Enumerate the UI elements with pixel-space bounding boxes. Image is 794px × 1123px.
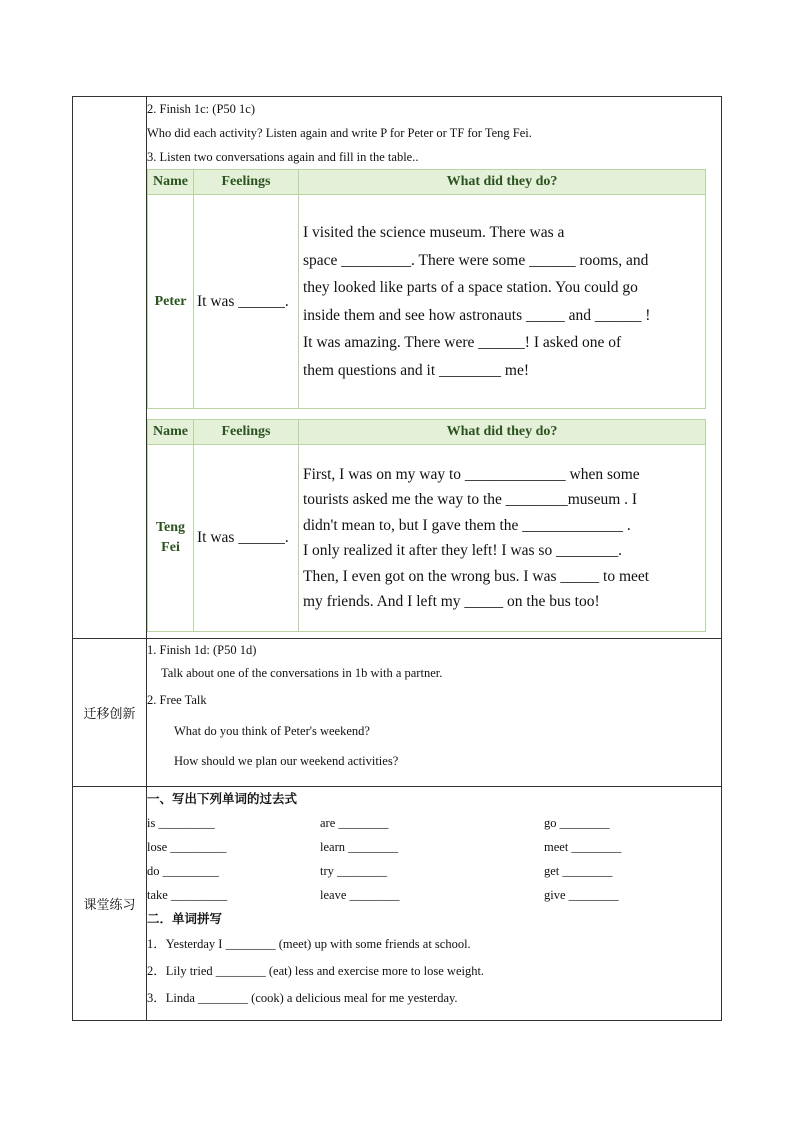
word-item: give ________ — [544, 888, 619, 902]
word-item: do _________ — [147, 864, 219, 878]
text-line: they looked like parts of a space station. You could go — [303, 279, 638, 296]
name-tengfei — [148, 445, 194, 632]
what-peter — [299, 195, 706, 409]
word-item: go ________ — [544, 816, 610, 830]
name-line: Teng — [155, 520, 186, 535]
header-what: What did they do? — [299, 170, 706, 195]
question-plan: How should we plan our weekend activities? — [174, 754, 399, 768]
what-tengfei — [299, 445, 706, 632]
word-item: try ________ — [320, 864, 388, 878]
word-item: learn ________ — [320, 840, 399, 854]
name-peter: Peter — [148, 195, 194, 409]
text-line: didn't mean to, but I gave them the _____________ . — [303, 516, 631, 534]
row-listening — [73, 97, 722, 639]
word-item: get ________ — [544, 864, 613, 878]
row-label-practice: 课堂练习 — [73, 787, 147, 1021]
task-instruction: Who did each activity? Listen again and write P for Peter or TF for Teng Fei. — [147, 126, 532, 140]
header-name: Name — [148, 420, 194, 445]
practice-content — [147, 787, 722, 1021]
text-line: my friends. And I left my _____ on the bus too! — [303, 593, 600, 610]
header-name: Name — [148, 170, 194, 195]
transfer-content — [147, 639, 722, 787]
sentence-item: 3．Linda ________ (cook) a delicious meal for me yesterday. — [147, 991, 458, 1005]
task-talk: Talk about one of the conversations in 1b with a partner. — [161, 666, 443, 680]
text-line: It was amazing. There were ______! I asked one of — [303, 334, 622, 351]
section-past-tense-title: 一、写出下列单词的过去式 — [147, 791, 298, 806]
text-line: I visited the science museum. There was a — [303, 224, 565, 241]
header-feelings: Feelings — [194, 420, 299, 445]
listening-content — [147, 97, 722, 639]
feeling-tengfei: It was ______. — [194, 445, 299, 632]
text-line: them questions and it ________ me! — [303, 361, 530, 379]
section-spelling-title: 二．单词拼写 — [147, 911, 223, 926]
text-line: I only realized it after they left! I was so ________. — [303, 542, 622, 559]
text-line: inside them and see how astronauts _____ and ______ ! — [303, 306, 651, 324]
word-item: leave ________ — [320, 888, 400, 902]
task-finish-1c: 2. Finish 1c: (P50 1c) — [147, 102, 255, 116]
text-line: First, I was on my way to _____________ when some — [303, 465, 640, 483]
word-item: meet ________ — [544, 840, 622, 854]
row-label-transfer: 迁移创新 — [73, 639, 147, 787]
sentence-item: 2．Lily tried ________ (eat) less and exercise more to lose weight. — [147, 964, 485, 978]
text-line: Then, I even got on the wrong bus. I was _____ to meet — [303, 567, 650, 585]
task-listen-conversations: 3. Listen two conversations again and fill in the table.. — [147, 150, 419, 164]
sentence-item: 1．Yesterday I ________ (meet) up with some friends at school. — [147, 937, 471, 951]
word-item: take _________ — [147, 888, 228, 902]
row-practice — [73, 787, 722, 1021]
text-line: space _________. There were some ______ rooms, and — [303, 251, 649, 269]
question-weekend: What do you think of Peter's weekend? — [174, 723, 370, 738]
lesson-table — [72, 96, 722, 1021]
word-item: is _________ — [147, 816, 215, 830]
task-finish-1d: 1. Finish 1d: (P50 1d) — [147, 643, 257, 657]
feeling-peter: It was ______. — [194, 195, 299, 409]
header-what: What did they do? — [299, 420, 706, 445]
word-item: lose _________ — [147, 840, 227, 854]
name-line: Fei — [161, 540, 180, 555]
past-tense-words — [147, 811, 721, 907]
row-transfer — [73, 639, 722, 787]
text-line: tourists asked me the way to the ________museum . I — [303, 491, 638, 508]
word-item: are ________ — [320, 816, 389, 830]
task-free-talk: 2. Free Talk — [147, 693, 207, 707]
tengfei-table — [147, 419, 706, 632]
row-label-empty — [73, 97, 147, 639]
peter-table — [147, 169, 706, 409]
header-feelings: Feelings — [194, 170, 299, 195]
